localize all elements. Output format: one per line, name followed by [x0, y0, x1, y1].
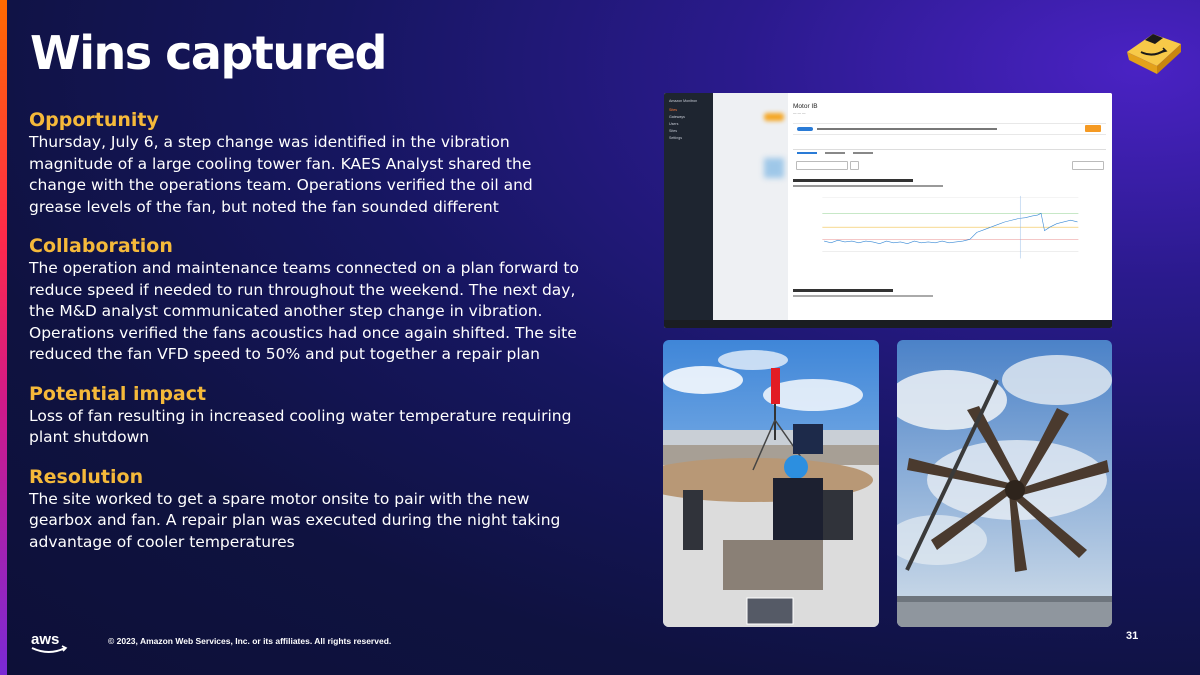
chart-title — [793, 179, 913, 182]
date-range-select — [796, 161, 848, 170]
nav-item: Sites — [669, 108, 677, 112]
section-heading: Potential impact — [29, 382, 207, 405]
crane-lift-photo — [663, 340, 879, 627]
content-column — [29, 108, 589, 569]
section-heading: Opportunity — [29, 109, 159, 131]
monitron-screenshot — [664, 93, 1112, 328]
fan-blades-photo — [897, 340, 1112, 627]
blurred-badge — [764, 113, 784, 121]
asset-list-blurred — [713, 93, 788, 320]
section-body: Thursday, July 6, a step change was identified in the vibration magnitude of a large cooling tower fan. KAES Analyst shared the change with the operations team. Operations verified the oil and grease levels of the fan, but noted the fan sounded different — [29, 133, 533, 216]
taskbar — [664, 320, 1112, 328]
chart-subtitle — [793, 185, 943, 187]
status-chip — [797, 127, 813, 131]
aws-logo — [29, 630, 69, 656]
slide-title: Wins captured — [30, 26, 386, 80]
blurred-block — [764, 158, 784, 178]
section-body: The site worked to get a spare motor onsite to pair with the new gearbox and fan. A repair plan was executed during the night taking advantage of cooler temperatures — [29, 489, 561, 551]
vibration-chart — [793, 189, 1106, 281]
refresh-button — [850, 161, 859, 170]
app-name: Amazon Monitron — [669, 99, 698, 103]
page-number: 31 — [1126, 630, 1139, 642]
copyright-notice: © 2023, Amazon Web Services, Inc. or its affiliates. All rights reserved. — [108, 636, 392, 646]
app-sidebar — [664, 93, 713, 320]
alert-bar — [793, 123, 1106, 135]
amazon-box-icon — [1123, 26, 1185, 76]
section-collaboration — [29, 234, 589, 366]
nav-item: Sites — [669, 129, 677, 133]
section-body: The operation and maintenance teams connected on a plan forward to reduce speed if needed to run throughout the weekend. The next day, the M&D analyst communicated another step change in vibration. Operations verified the fans acoustics had once again shifted. The site reduced the fan VFD speed to 50% and put together a repair plan — [29, 259, 579, 363]
accent-edge-bar — [0, 0, 7, 675]
nav-item: Settings — [669, 136, 682, 140]
section-potential-impact — [29, 382, 589, 449]
section-heading: Collaboration — [29, 235, 173, 257]
nav-item: Users — [669, 122, 679, 126]
section-subtitle-bar — [793, 295, 933, 297]
section-heading: Resolution — [29, 465, 144, 488]
tab-strip — [793, 141, 1106, 150]
download-button — [1072, 161, 1104, 170]
nav-item: Gateways — [669, 115, 685, 119]
breadcrumb: — — — — [793, 111, 806, 115]
asset-detail-panel — [788, 93, 1112, 320]
alert-text — [817, 128, 997, 130]
asset-title: Motor IB — [793, 103, 818, 110]
section-opportunity — [29, 108, 589, 218]
section-resolution — [29, 465, 589, 554]
alert-button — [1085, 125, 1101, 132]
section-title-bar — [793, 289, 893, 292]
svg-text:aws: aws — [31, 631, 60, 648]
section-body: Loss of fan resulting in increased cooling water temperature requiring plant shutdown — [29, 406, 572, 446]
